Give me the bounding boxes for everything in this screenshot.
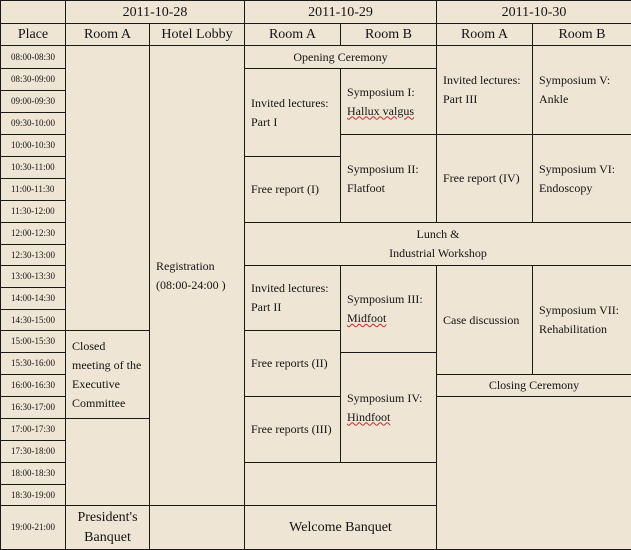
header-date-3: 2011-10-30: [437, 1, 631, 24]
time-slot: 10:30-11:00: [1, 157, 66, 179]
header-place-blank: [1, 1, 66, 24]
time-slot: 19:00-21:00: [1, 506, 66, 550]
free-report-1: Free report (I): [245, 157, 341, 223]
header-d1-hotel-lobby: Hotel Lobby: [150, 24, 245, 46]
symposium-1: [341, 69, 437, 135]
symposium-3: [341, 266, 437, 353]
free-report-4: Free report (IV): [437, 135, 533, 223]
sym6-title: Symposium VI:: [539, 160, 625, 179]
registration-hours: (08:00-24:00 ): [156, 276, 238, 295]
time-slot: 18:30-19:00: [1, 485, 66, 506]
d2-invited-1-title: Invited lectures:: [251, 94, 334, 113]
time-slot: 10:00-10:30: [1, 135, 66, 157]
symposium-4: [341, 353, 437, 463]
header-date-2: 2011-10-29: [245, 1, 437, 24]
d3-invited-lectures-part-3: [437, 46, 533, 135]
d2-invited-2-part: Part II: [251, 298, 334, 317]
d3-invited-part: Part III: [443, 90, 526, 109]
sym5-title: Symposium V:: [539, 71, 625, 90]
time-slot: 17:30-18:00: [1, 441, 66, 463]
d2-empty-evening: [245, 463, 437, 506]
sym1-topic: Hallux valgus: [347, 102, 430, 121]
header-d2-room-b: Room B: [341, 24, 437, 46]
time-slot: 16:00-16:30: [1, 375, 66, 397]
symposium-6: [533, 135, 631, 223]
time-slot: 15:00-15:30: [1, 331, 66, 353]
d3-empty-evening: [437, 397, 631, 550]
time-slot: 14:00-14:30: [1, 288, 66, 310]
presidents-banquet: President's Banquet: [66, 506, 150, 550]
registration-label: Registration: [156, 257, 238, 276]
free-reports-2: Free reports (II): [245, 331, 341, 397]
sym3-topic: Midfoot: [347, 309, 430, 328]
case-discussion: Case discussion: [437, 266, 533, 375]
sym2-title: Symposium II:: [347, 160, 430, 179]
symposium-7: [533, 266, 631, 375]
d1-room-a-empty-morning: [66, 46, 150, 331]
time-slot: 14:30-15:00: [1, 310, 66, 331]
d2-invited-2-title: Invited lectures:: [251, 279, 334, 298]
header-place: Place: [1, 24, 66, 46]
time-slot: 09:00-09:30: [1, 91, 66, 113]
header-date-1: 2011-10-28: [66, 1, 245, 24]
welcome-banquet: Welcome Banquet: [245, 506, 437, 550]
d3-invited-title: Invited lectures:: [443, 71, 526, 90]
sym7-topic: Rehabilitation: [539, 320, 625, 339]
time-slot: 11:00-11:30: [1, 179, 66, 201]
sym3-title: Symposium III:: [347, 290, 430, 309]
d2-invited-lectures-part-2: [245, 266, 341, 331]
time-slot: 15:30-16:00: [1, 353, 66, 375]
lunch-industrial-workshop: [245, 223, 631, 266]
time-slot: 18:00-18:30: [1, 463, 66, 485]
time-slot: 16:30-17:00: [1, 397, 66, 419]
lunch-label: Lunch &: [251, 225, 625, 244]
header-d3-room-a: Room A: [437, 24, 533, 46]
closing-ceremony: Closing Ceremony: [437, 375, 631, 397]
d2-invited-lectures-part-1: [245, 69, 341, 157]
header-d1-room-a: Room A: [66, 24, 150, 46]
sym4-topic: Hindfoot: [347, 408, 430, 427]
symposium-5: [533, 46, 631, 135]
time-slot: 11:30-12:00: [1, 201, 66, 223]
sym5-topic: Ankle: [539, 90, 625, 109]
time-slot: 13:00-13:30: [1, 266, 66, 288]
d2-invited-1-part: Part I: [251, 113, 334, 132]
registration-cell: [150, 46, 245, 506]
time-slot: 08:00-08:30: [1, 46, 66, 69]
time-slot: 17:00-17:30: [1, 419, 66, 441]
sym4-title: Symposium IV:: [347, 389, 430, 408]
header-d3-room-b: Room B: [533, 24, 631, 46]
time-slot: 12:30-13:00: [1, 245, 66, 266]
time-slot: 09:30-10:00: [1, 113, 66, 135]
header-d2-room-a: Room A: [245, 24, 341, 46]
sym1-title: Symposium I:: [347, 83, 430, 102]
free-reports-3: Free reports (III): [245, 397, 341, 463]
closed-meeting-executive-committee: Closed meeting of the Executive Committee: [66, 331, 150, 419]
workshop-label: Industrial Workshop: [251, 244, 625, 263]
time-slot: 12:00-12:30: [1, 223, 66, 245]
sym6-topic: Endoscopy: [539, 179, 625, 198]
d1-lobby-empty-night: [150, 506, 245, 550]
opening-ceremony: Opening Ceremony: [245, 46, 437, 69]
sym7-title: Symposium VII:: [539, 301, 625, 320]
symposium-2: [341, 135, 437, 223]
time-slot: 08:30-09:00: [1, 69, 66, 91]
d1-room-a-empty-evening: [66, 419, 150, 506]
sym2-topic: Flatfoot: [347, 179, 430, 198]
